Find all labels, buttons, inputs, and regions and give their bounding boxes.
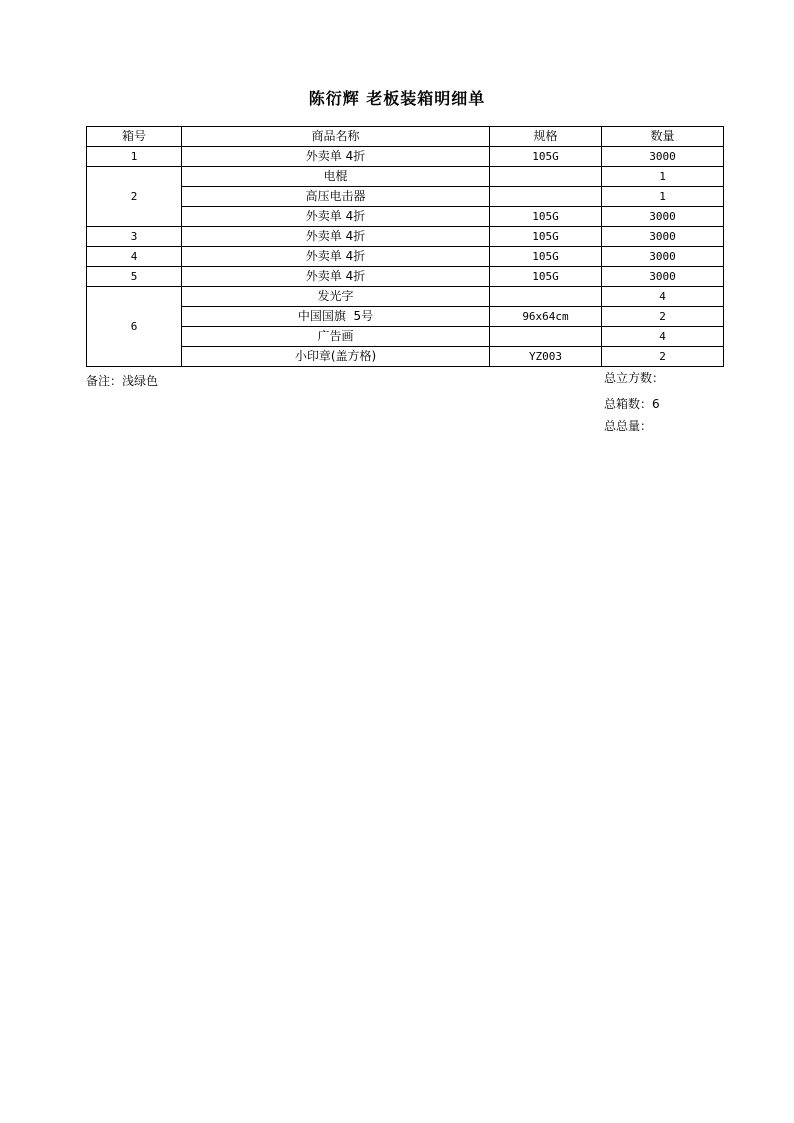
box-number: 5 xyxy=(87,267,182,287)
product-qty: 4 xyxy=(602,327,724,347)
product-spec: 105G xyxy=(490,147,602,167)
box-number: 2 xyxy=(87,167,182,227)
product-qty: 3000 xyxy=(602,207,724,227)
table-row xyxy=(87,227,724,247)
product-name: 外卖单 4折 xyxy=(182,247,490,267)
table-row xyxy=(87,207,724,227)
header-spec: 规格 xyxy=(490,127,602,147)
box-number: 1 xyxy=(87,147,182,167)
product-qty: 3000 xyxy=(602,147,724,167)
product-spec: 105G xyxy=(490,207,602,227)
product-spec: 105G xyxy=(490,267,602,287)
product-qty: 3000 xyxy=(602,227,724,247)
product-spec: 105G xyxy=(490,227,602,247)
table-row xyxy=(87,187,724,207)
product-spec xyxy=(490,167,602,187)
product-spec: YZ003 xyxy=(490,347,602,367)
header-product-name: 商品名称 xyxy=(182,127,490,147)
product-name: 小印章(盖方格) xyxy=(182,347,490,367)
table-row xyxy=(87,147,724,167)
table-row xyxy=(87,347,724,367)
product-qty: 4 xyxy=(602,287,724,307)
product-spec: 96x64cm xyxy=(490,307,602,327)
total-volume: 总立方数： xyxy=(604,371,665,385)
product-qty: 2 xyxy=(602,307,724,327)
box-number: 6 xyxy=(87,287,182,367)
product-qty: 2 xyxy=(602,347,724,367)
product-name: 外卖单 4折 xyxy=(182,227,490,247)
header-box-no: 箱号 xyxy=(87,127,182,147)
table-row xyxy=(87,267,724,287)
product-spec xyxy=(490,287,602,307)
product-qty: 1 xyxy=(602,167,724,187)
product-name: 外卖单 4折 xyxy=(182,267,490,287)
product-name: 外卖单 4折 xyxy=(182,147,490,167)
total-boxes: 总箱数：6 xyxy=(604,397,660,411)
box-number: 4 xyxy=(87,247,182,267)
packing-table xyxy=(86,126,724,367)
page-title: 陈衍辉 老板装箱明细单 xyxy=(308,89,486,108)
product-spec: 105G xyxy=(490,247,602,267)
product-spec xyxy=(490,327,602,347)
product-name: 发光字 xyxy=(182,287,490,307)
box-number: 3 xyxy=(87,227,182,247)
header-qty: 数量 xyxy=(602,127,724,147)
total-weight: 总总量： xyxy=(604,419,653,433)
product-spec xyxy=(490,187,602,207)
product-name: 外卖单 4折 xyxy=(182,207,490,227)
product-name: 高压电击器 xyxy=(182,187,490,207)
header-row xyxy=(87,127,724,147)
product-qty: 3000 xyxy=(602,267,724,287)
product-qty: 1 xyxy=(602,187,724,207)
product-name: 中国国旗 5号 xyxy=(182,307,490,327)
product-name: 电棍 xyxy=(182,167,490,187)
table-row xyxy=(87,327,724,347)
product-qty: 3000 xyxy=(602,247,724,267)
table-row xyxy=(87,287,724,307)
product-name: 广告画 xyxy=(182,327,490,347)
table-row xyxy=(87,167,724,187)
table-row xyxy=(87,307,724,327)
remark-note: 备注：浅绿色 xyxy=(86,374,159,388)
table-row xyxy=(87,247,724,267)
